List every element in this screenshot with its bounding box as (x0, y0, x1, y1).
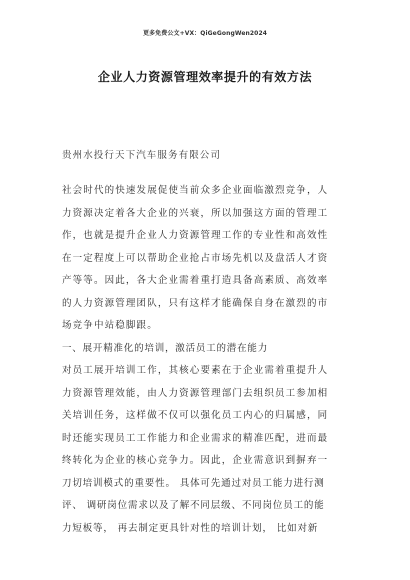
paragraph-line: 力资源管理效能，由人力资源管理部门去组织员工参加相 (62, 387, 329, 399)
paragraph-line: 场竞争中站稳脚跟。 (62, 320, 158, 331)
paragraph-line: 对员工展开培训工作，其核心要素在于企业需着重提升人 (62, 365, 329, 376)
paragraph-line: 终转化为企业的核心竞争力。因此，企业需意识到摒弃一 (62, 455, 329, 466)
author-organization: 贵州水投行天下汽车服务有限公司 (62, 150, 222, 161)
paragraph-line: 的人力资源管理团队，只有这样才能确保自身在激烈的市 (62, 297, 329, 309)
paragraph-line: 时还能实现员工工作能力和企业需求的精准匹配，进而最 (62, 432, 329, 444)
paragraph-line: 评、 调研岗位需求以及了解不同层级、不同岗位员工的能 (62, 500, 325, 511)
paragraph-line: 作，也就是提升企业人力资源管理工作的专业性和高效性 (62, 230, 329, 241)
paragraph-line: 在一定程度上可以帮助企业抢占市场先机以及盘活人才资 (62, 252, 329, 264)
paragraph-line: 刀切培训模式的重要性。 具体可先通过对员工能力进行测 (62, 477, 325, 489)
paragraph-line: 产等等。因此，各大企业需着重打造具备高素质、高效率 (62, 275, 329, 286)
document-title: 企业人力资源管理效率提升的有效方法 (97, 70, 313, 84)
paragraph-line: 社会时代的快速发展促使当前众多企业面临激烈竞争，人 (62, 185, 329, 196)
section-heading: 一、展开精准化的培训，激活员工的潜在能力 (62, 342, 269, 354)
top-banner: 更多免费公文+VX：QiGeGongWen2024 (142, 30, 267, 37)
paragraph-line: 力资源决定着各大企业的兴衰，所以加强这方面的管理工 (62, 207, 329, 219)
paragraph-intro (62, 180, 348, 540)
paragraph-line: 力短板等， 再去制定更具针对性的培训计划， 比如对新 (62, 522, 319, 534)
paragraph-line: 关培训任务，这样做不仅可以强化员工内心的归属感，同 (62, 410, 329, 421)
